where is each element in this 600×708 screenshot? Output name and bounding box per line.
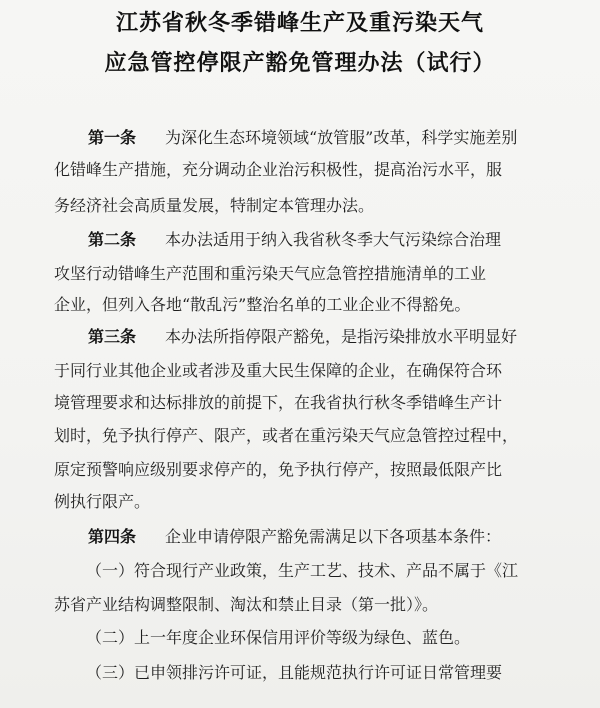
article-3-heading: 第三条 bbox=[88, 327, 137, 346]
article-3-text: 原定预警响应级别要求停产的，免予执行停产，按照最低限产比 bbox=[54, 460, 503, 479]
article-2-heading: 第二条 bbox=[88, 230, 137, 249]
article-1-text: 务经济社会高质量发展，特制定本管理办法。 bbox=[54, 196, 375, 215]
article-2-text: 企业，但列入各地“散乱污”整治名单的工业企业不得豁免。 bbox=[54, 295, 471, 314]
document-title-line-2: 应急管控停限产豁免管理办法（试行） bbox=[104, 51, 496, 76]
article-1-text: 化错峰生产措施，充分调动企业治污积极性，提高治污水平，服 bbox=[54, 160, 503, 179]
article-2-text: 本办法适用于纳入我省秋冬季大气污染综合治理 bbox=[165, 230, 502, 249]
article-3-text: 本办法所指停限产豁免，是指污染排放水平明显好 bbox=[165, 327, 518, 346]
document-title-line-1: 江苏省秋冬季错峰生产及重污染天气 bbox=[115, 11, 484, 36]
article-3-text: 例执行限产。 bbox=[54, 492, 151, 511]
article-3-text: 于同行业其他企业或者涉及重大民生保障的企业，在确保符合环 bbox=[54, 361, 503, 380]
article-2-text: 攻坚行动错峰生产范围和重污染天气应急管控措施清单的工业 bbox=[54, 264, 487, 283]
list-item-text: （三）已申领排污许可证，且能规范执行许可证日常管理要 bbox=[86, 663, 503, 682]
list-item-text: 苏省产业结构调整限制、淘汰和禁止目录（第一批）》。 bbox=[54, 595, 439, 614]
article-4-text: 企业申请停限产豁免需满足以下各项基本条件： bbox=[165, 527, 502, 546]
list-item-text: （一）符合现行产业政策，生产工艺、技术、产品不属于《江 bbox=[86, 561, 519, 580]
article-1-text: 为深化生态环境领域“放管服”改革，科学实施差别 bbox=[165, 128, 518, 147]
article-4-heading: 第四条 bbox=[88, 527, 137, 546]
article-3-text: 境管理要求和达标排放的前提下，在我省执行秋冬季错峰生产计 bbox=[54, 393, 503, 412]
article-1-heading: 第一条 bbox=[88, 128, 137, 147]
article-3-text: 划时，免予执行停产、限产，或者在重污染天气应急管控过程中， bbox=[54, 426, 519, 445]
list-item-text: （二）上一年度企业环保信用评价等级为绿色、蓝色。 bbox=[86, 628, 471, 647]
